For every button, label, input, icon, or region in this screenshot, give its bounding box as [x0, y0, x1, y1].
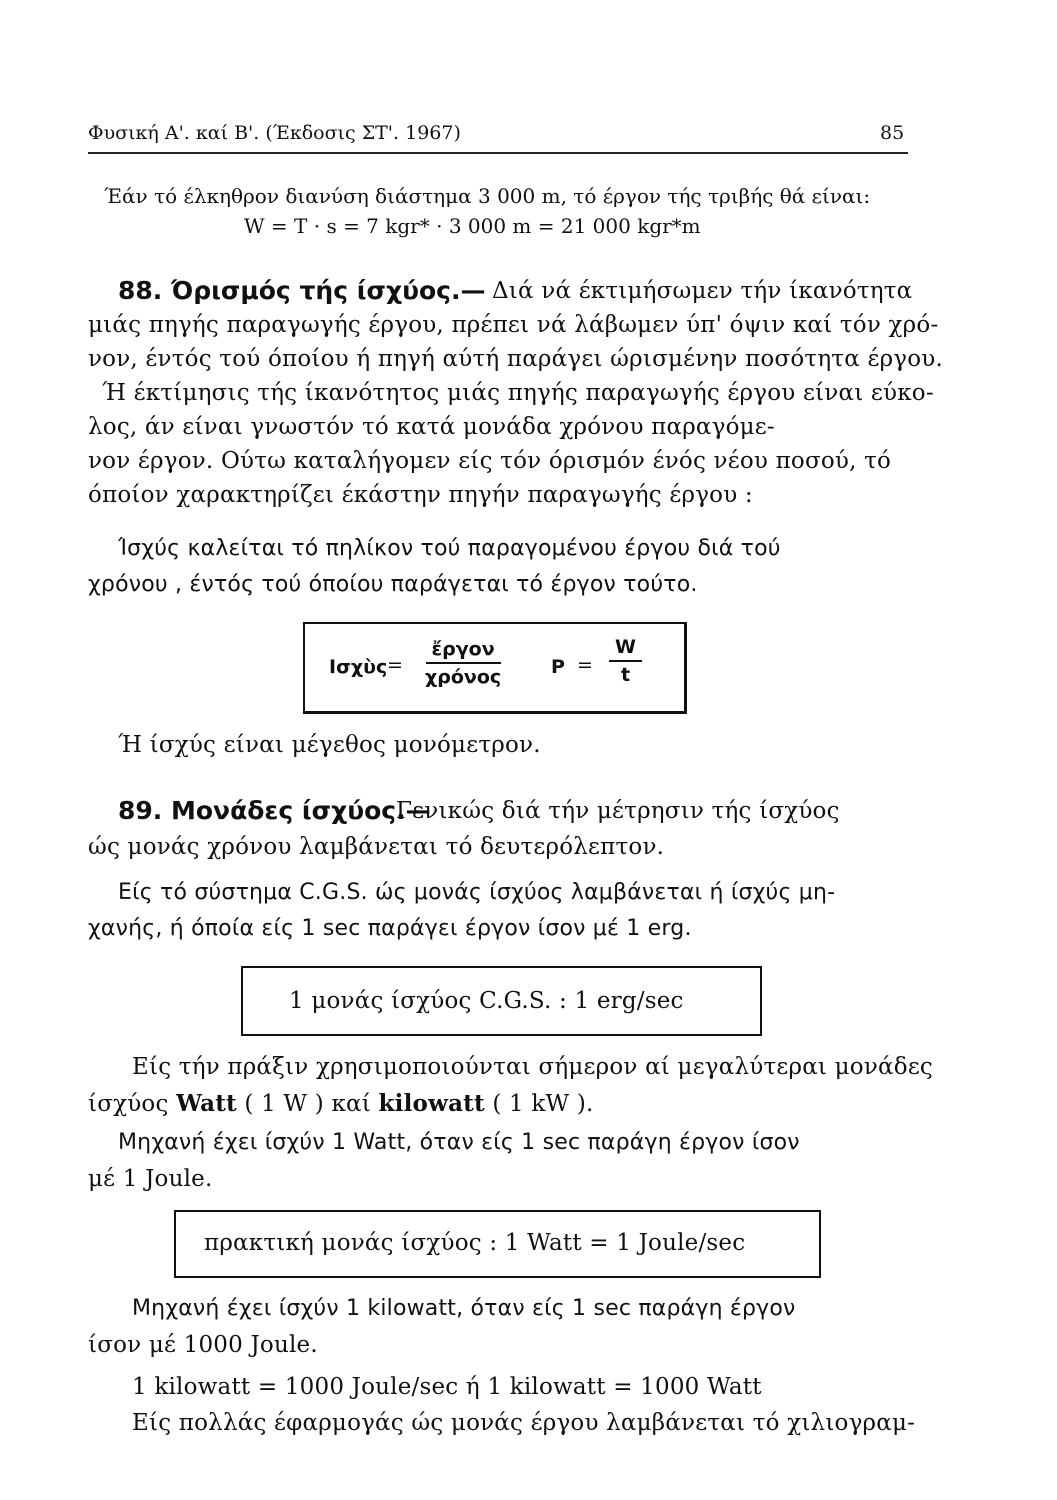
kilowatt-definition-line-1: Μηχανή έχει ίσχύν 1 kilowatt, όταν είς 1 sec παράγη έργον — [132, 1296, 796, 1321]
power-definition-line-1: Ίσχύς καλείται τό πηλίκον τού παραγομένου έργου διά τού — [118, 536, 781, 561]
practice-line-2 — [88, 1090, 594, 1117]
scalar-note: Ή ίσχύς είναι μέγεθος μονόμετρον. — [118, 732, 541, 758]
watt-definition-line-2: μέ 1 Joule. — [88, 1166, 213, 1192]
practice-line-2-mid: ( 1 W ) καί — [244, 1091, 371, 1117]
section-88-line: μιάς πηγής παραγωγής έργου, πρέπει νά λάβωμεν ύπ' όψιν καί τόν χρό- — [88, 312, 939, 338]
running-header-title: Φυσική Α'. καί Β'. (Έκδοσις ΣΤ'. 1967) — [88, 122, 461, 144]
kilowatt-unit: kilowatt — [378, 1090, 485, 1117]
cgs-line-1: Είς τό σύστημα C.G.S. ώς μονάς ίσχύος λαμβάνεται ή ίσχύς μη- — [118, 880, 836, 905]
watt-unit: Watt — [176, 1090, 237, 1117]
section-88-line: νον έργον. Ούτω καταλήγομεν είς τόν όρισμόν ένός νέου ποσού, τό — [88, 448, 892, 474]
intro-line-1: Έάν τό έλκηθρον διανύση διάστημα 3 000 m, τό έργον τής τριβής θά είναι: — [104, 184, 871, 208]
formula-t: t — [620, 664, 631, 686]
section-88-line: λος, άν είναι γνωστόν τό κατά μονάδα χρόνου παραγόμε- — [88, 414, 775, 440]
practice-line-1: Είς τήν πράξιν χρησιμοποιούνται σήμερον αί μεγαλύτεραι μονάδες — [132, 1054, 934, 1080]
formula-lhs: Ισχὺς — [329, 656, 388, 678]
formula-fraction-work-over-time — [425, 638, 501, 688]
page-number: 85 — [880, 122, 905, 144]
section-88-line: Διά νά έκτιμήσωμεν τήν ίκανότητα — [492, 278, 913, 304]
kilowatt-definition-line-2: ίσον μέ 1000 Joule. — [88, 1332, 318, 1358]
formula-numerator: ἔργον — [426, 638, 501, 664]
formula-fraction-w-over-t — [609, 636, 642, 686]
power-definition-line-2: χρόνου , έντός τού όποίου παράγεται τό έργον τούτο. — [88, 572, 698, 597]
formula-denominator: χρόνος — [425, 666, 502, 688]
practice-line-2-end: ( 1 kW ). — [492, 1091, 594, 1117]
section-89-line-1: Γενικώς διά τήν μέτρησιν τής ίσχύος — [396, 798, 840, 824]
practice-line-2-start: ίσχύος — [88, 1091, 169, 1117]
cgs-unit-text: 1 μονάς ίσχύος C.G.S. : 1 erg/sec — [289, 988, 684, 1014]
section-89-heading: 89. Μονάδες ίσχύος.— — [118, 796, 431, 825]
last-line: Είς πολλάς έφαρμογάς ώς μονάς έργου λαμβάνεται τό χιλιογραμ- — [132, 1410, 916, 1436]
cgs-unit-box — [241, 966, 762, 1036]
formula-equals-1: = — [387, 654, 403, 676]
formula-equals-2: = — [577, 654, 593, 676]
practical-unit-box — [174, 1210, 821, 1278]
practical-unit-text: πρακτική μονάς ίσχύος : 1 Watt = 1 Joule/sec — [204, 1230, 746, 1256]
section-88-heading: 88. Όρισμός τής ίσχύος.— — [118, 276, 486, 305]
intro-work-equation: W = T · s = 7 kgr* · 3 000 m = 21 000 kgr*m — [244, 214, 701, 238]
header-rule — [88, 152, 908, 154]
section-88-line: όποίον χαρακτηρίζει έκάστην πηγήν παραγωγής έργου : — [88, 482, 753, 508]
watt-definition-line-1: Μηχανή έχει ίσχύν 1 Watt, όταν είς 1 sec παράγη έργον ίσον — [118, 1130, 800, 1155]
power-formula-box — [303, 622, 687, 714]
section-88-line: νον, έντός τού όποίου ή πηγή αύτή παράγει ώρισμένην ποσότητα έργου. — [88, 346, 943, 372]
formula-w: W — [609, 636, 642, 662]
section-89-line-2: ώς μονάς χρόνου λαμβάνεται τό δευτερόλεπτον. — [88, 834, 665, 860]
kilowatt-equivalence: 1 kilowatt = 1000 Joule/sec ή 1 kilowatt = 1000 Watt — [132, 1374, 762, 1400]
formula-p: P — [551, 656, 565, 678]
cgs-line-2: χανής, ή όποία είς 1 sec παράγει έργον ίσον μέ 1 erg. — [88, 916, 692, 941]
section-88-line: Ή έκτίμησις τής ίκανότητος μιάς πηγής παραγωγής έργου είναι εύκο- — [102, 380, 934, 406]
